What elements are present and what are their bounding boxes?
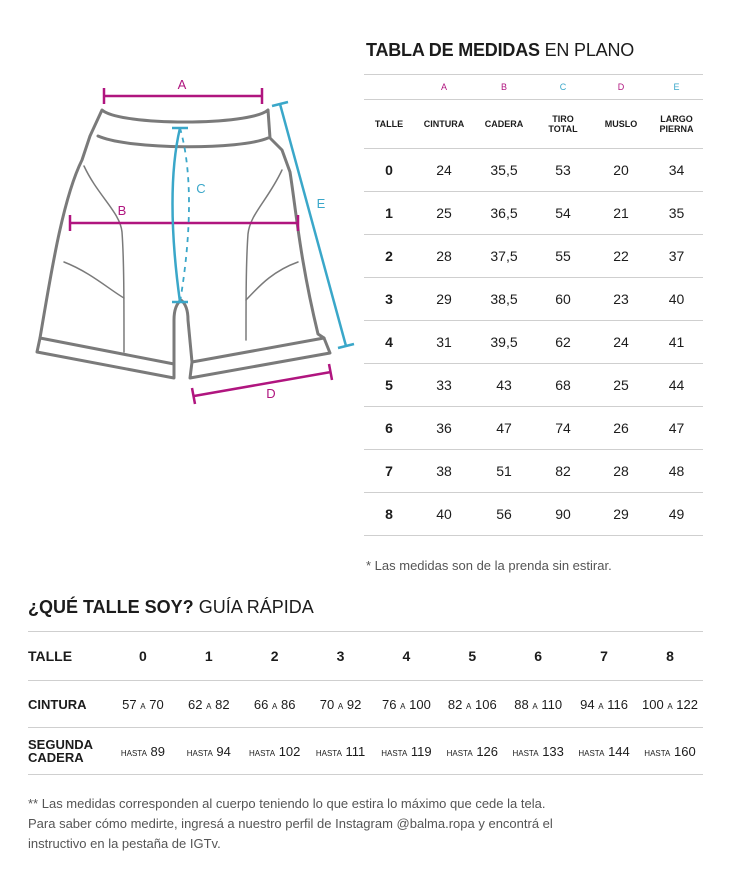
size-row (364, 364, 703, 407)
size-cell: 8 (364, 493, 414, 536)
letter-e: E (650, 75, 703, 100)
size-row (364, 235, 703, 278)
size-cell: 5 (364, 364, 414, 407)
measure-cell: 43 (474, 364, 534, 407)
guide-size-cell: 2 (242, 632, 308, 681)
guide-talle-label: TALLE (28, 632, 110, 681)
guide-title-bold: ¿QUÉ TALLE SOY? (28, 597, 194, 617)
guide-size-cell: 0 (110, 632, 176, 681)
letter-row (364, 75, 703, 100)
guide-cadera-cell (374, 728, 440, 775)
guide-cintura-cell (439, 681, 505, 728)
size-table-title-bold: TABLA DE MEDIDAS (366, 40, 540, 60)
range-sep: A (140, 701, 146, 711)
measure-cell: 60 (534, 278, 592, 321)
measure-cell: 28 (414, 235, 474, 278)
letter-d: D (592, 75, 650, 100)
range-from: 100 (642, 696, 664, 712)
left-pocket (84, 166, 124, 352)
measure-cell: 56 (474, 493, 534, 536)
guide-table (28, 631, 703, 775)
label-a: A (177, 77, 187, 92)
cadera-value: 126 (476, 743, 499, 759)
header-tiro-line2: TOTAL (548, 124, 578, 134)
size-table-note: * Las medidas son de la prenda sin estirar. (366, 558, 612, 573)
cadera-value: 144 (608, 743, 630, 759)
measure-cell: 25 (414, 192, 474, 235)
guide-cadera-row (28, 728, 703, 775)
range-from: 94 (580, 696, 595, 712)
label-e: E (316, 196, 326, 211)
range-from: 88 (514, 696, 529, 712)
measure-cell: 37,5 (474, 235, 534, 278)
label-d: D (266, 386, 276, 401)
guide-cintura-cell (308, 681, 374, 728)
size-row (364, 493, 703, 536)
range-from: 57 (122, 696, 137, 712)
guide-cadera-cell (439, 728, 505, 775)
guide-cadera-cell (110, 728, 176, 775)
measure-cell: 40 (650, 278, 703, 321)
range-to: 92 (346, 696, 362, 712)
guide-note-line-2: Para saber cómo medirte, ingresá a nuestro perfil de Instagram @balma.ropa y encontrá el (28, 816, 553, 831)
guide-size-cell: 3 (308, 632, 374, 681)
header-talle: TALLE (364, 100, 414, 149)
hasta-label: HASTA (644, 748, 671, 758)
measure-cell: 33 (414, 364, 474, 407)
header-muslo: MUSLO (592, 100, 650, 149)
measure-cell: 20 (592, 149, 650, 192)
hasta-label: HASTA (512, 748, 539, 758)
size-cell: 2 (364, 235, 414, 278)
guide-size-cell: 4 (374, 632, 440, 681)
range-sep: A (598, 701, 604, 711)
guide-cadera-cell (505, 728, 571, 775)
measure-cell: 37 (650, 235, 703, 278)
cadera-value: 89 (150, 743, 166, 759)
measure-cell: 48 (650, 450, 703, 493)
size-table-title-light: EN PLANO (544, 40, 635, 60)
measure-cell: 51 (474, 450, 534, 493)
range-to: 122 (676, 696, 698, 712)
left-cuff (37, 338, 174, 378)
guide-cadera-cell (571, 728, 637, 775)
guide-talle-row (28, 632, 703, 681)
guide-note-line-3: instructivo en la pestaña de IGTv. (28, 836, 221, 851)
cadera-value: 133 (542, 743, 564, 759)
header-cadera: CADERA (474, 100, 534, 149)
guide-cintura-cell (242, 681, 308, 728)
measure-cell: 31 (414, 321, 474, 364)
guide-cadera-label-line2: CADERA (28, 750, 84, 765)
size-table-body (364, 149, 703, 536)
range-sep: A (532, 701, 538, 711)
measure-cell: 90 (534, 493, 592, 536)
guide-cintura-cell (110, 681, 176, 728)
range-to: 116 (607, 696, 628, 712)
range-to: 82 (215, 696, 230, 712)
header-row (364, 100, 703, 149)
size-table-title (366, 40, 634, 61)
measure-cell: 44 (650, 364, 703, 407)
right-pocket (246, 170, 282, 340)
range-sep: A (466, 701, 472, 711)
cadera-value: 111 (345, 743, 366, 759)
measure-cell: 38,5 (474, 278, 534, 321)
range-sep: A (272, 701, 278, 711)
letter-cell-empty (364, 75, 414, 100)
measure-cell: 54 (534, 192, 592, 235)
measure-cell: 34 (650, 149, 703, 192)
range-sep: A (206, 701, 212, 711)
label-b: B (117, 203, 127, 218)
guide-cadera-label-line1: SEGUNDA (28, 737, 94, 752)
guide-cintura-cell (374, 681, 440, 728)
measure-cell: 29 (592, 493, 650, 536)
measure-cell: 47 (650, 407, 703, 450)
letter-a: A (414, 75, 474, 100)
size-row (364, 278, 703, 321)
hasta-label: HASTA (315, 748, 342, 758)
guide-title-light: GUÍA RÁPIDA (198, 597, 314, 617)
guide-cintura-row (28, 681, 703, 728)
cadera-value: 94 (216, 743, 231, 759)
range-sep: A (337, 701, 344, 711)
measure-cell: 21 (592, 192, 650, 235)
guide-size-cell: 5 (439, 632, 505, 681)
size-cell: 1 (364, 192, 414, 235)
guide-cadera-cell (242, 728, 308, 775)
range-from: 70 (319, 696, 335, 712)
hasta-label: HASTA (446, 748, 473, 758)
header-largo-line1: LARGO (660, 114, 693, 124)
size-row (364, 450, 703, 493)
measure-cell: 28 (592, 450, 650, 493)
measure-cell: 24 (414, 149, 474, 192)
measure-cell: 55 (534, 235, 592, 278)
size-cell: 7 (364, 450, 414, 493)
measure-cell: 39,5 (474, 321, 534, 364)
size-row (364, 321, 703, 364)
measure-cell: 24 (592, 321, 650, 364)
size-table (364, 74, 703, 536)
measure-cell: 35 (650, 192, 703, 235)
header-tiro-line1: TIRO (552, 114, 574, 124)
guide-cintura-cell (571, 681, 637, 728)
hasta-label: HASTA (381, 748, 408, 758)
range-from: 76 (382, 696, 397, 712)
range-from: 66 (253, 696, 269, 712)
range-sep: A (667, 701, 673, 711)
size-cell: 0 (364, 149, 414, 192)
guide-title (28, 597, 314, 618)
guide-cintura-cell (505, 681, 571, 728)
size-row (364, 407, 703, 450)
letter-c: C (534, 75, 592, 100)
measure-cell: 62 (534, 321, 592, 364)
header-cintura: CINTURA (414, 100, 474, 149)
guide-size-cell: 7 (571, 632, 637, 681)
measure-cell: 26 (592, 407, 650, 450)
measure-cell: 36 (414, 407, 474, 450)
size-row (364, 192, 703, 235)
size-row (364, 149, 703, 192)
range-to: 86 (280, 696, 296, 712)
guide-cintura-cell (176, 681, 242, 728)
measure-cell: 25 (592, 364, 650, 407)
measure-cell: 47 (474, 407, 534, 450)
header-tiro (534, 100, 592, 149)
guide-cadera-cell (637, 728, 703, 775)
measure-cell: 36,5 (474, 192, 534, 235)
letter-b: B (474, 75, 534, 100)
hasta-label: HASTA (248, 748, 276, 758)
range-from: 62 (188, 696, 203, 712)
measure-cell: 22 (592, 235, 650, 278)
measure-cell: 35,5 (474, 149, 534, 192)
label-c: C (196, 181, 206, 196)
hasta-label: HASTA (120, 748, 147, 758)
measure-cell: 38 (414, 450, 474, 493)
guide-cintura-cell (637, 681, 703, 728)
measure-cell: 53 (534, 149, 592, 192)
right-seam (246, 262, 298, 300)
size-cell: 3 (364, 278, 414, 321)
hasta-label: HASTA (578, 748, 605, 758)
guide-cadera-cell (308, 728, 374, 775)
guide-size-cell: 6 (505, 632, 571, 681)
range-to: 106 (474, 696, 497, 712)
measure-cell: 68 (534, 364, 592, 407)
range-to: 100 (409, 696, 431, 712)
guide-size-cell: 8 (637, 632, 703, 681)
range-from: 82 (447, 696, 463, 712)
range-sep: A (400, 701, 406, 711)
measure-cell: 23 (592, 278, 650, 321)
measure-cell: 40 (414, 493, 474, 536)
guide-cintura-label: CINTURA (28, 681, 110, 728)
measure-cell: 41 (650, 321, 703, 364)
size-cell: 6 (364, 407, 414, 450)
measure-cell: 82 (534, 450, 592, 493)
left-seam (64, 262, 124, 298)
cadera-value: 102 (278, 743, 301, 759)
cadera-value: 119 (410, 743, 432, 759)
shorts-diagram (0, 0, 365, 420)
measure-cell: 74 (534, 407, 592, 450)
measure-cell: 49 (650, 493, 703, 536)
guide-cadera-label (28, 728, 110, 775)
size-cell: 4 (364, 321, 414, 364)
guide-note (28, 794, 718, 854)
header-largo (650, 100, 703, 149)
hasta-label: HASTA (186, 748, 213, 758)
measure-cell: 29 (414, 278, 474, 321)
range-to: 110 (541, 696, 563, 712)
header-largo-line2: PIERNA (659, 124, 694, 134)
cadera-value: 160 (674, 743, 696, 759)
guide-size-cell: 1 (176, 632, 242, 681)
range-to: 70 (149, 696, 164, 712)
guide-note-line-1: ** Las medidas corresponden al cuerpo teniendo lo que estira lo máximo que cede la tela. (28, 796, 546, 811)
guide-cadera-cell (176, 728, 242, 775)
